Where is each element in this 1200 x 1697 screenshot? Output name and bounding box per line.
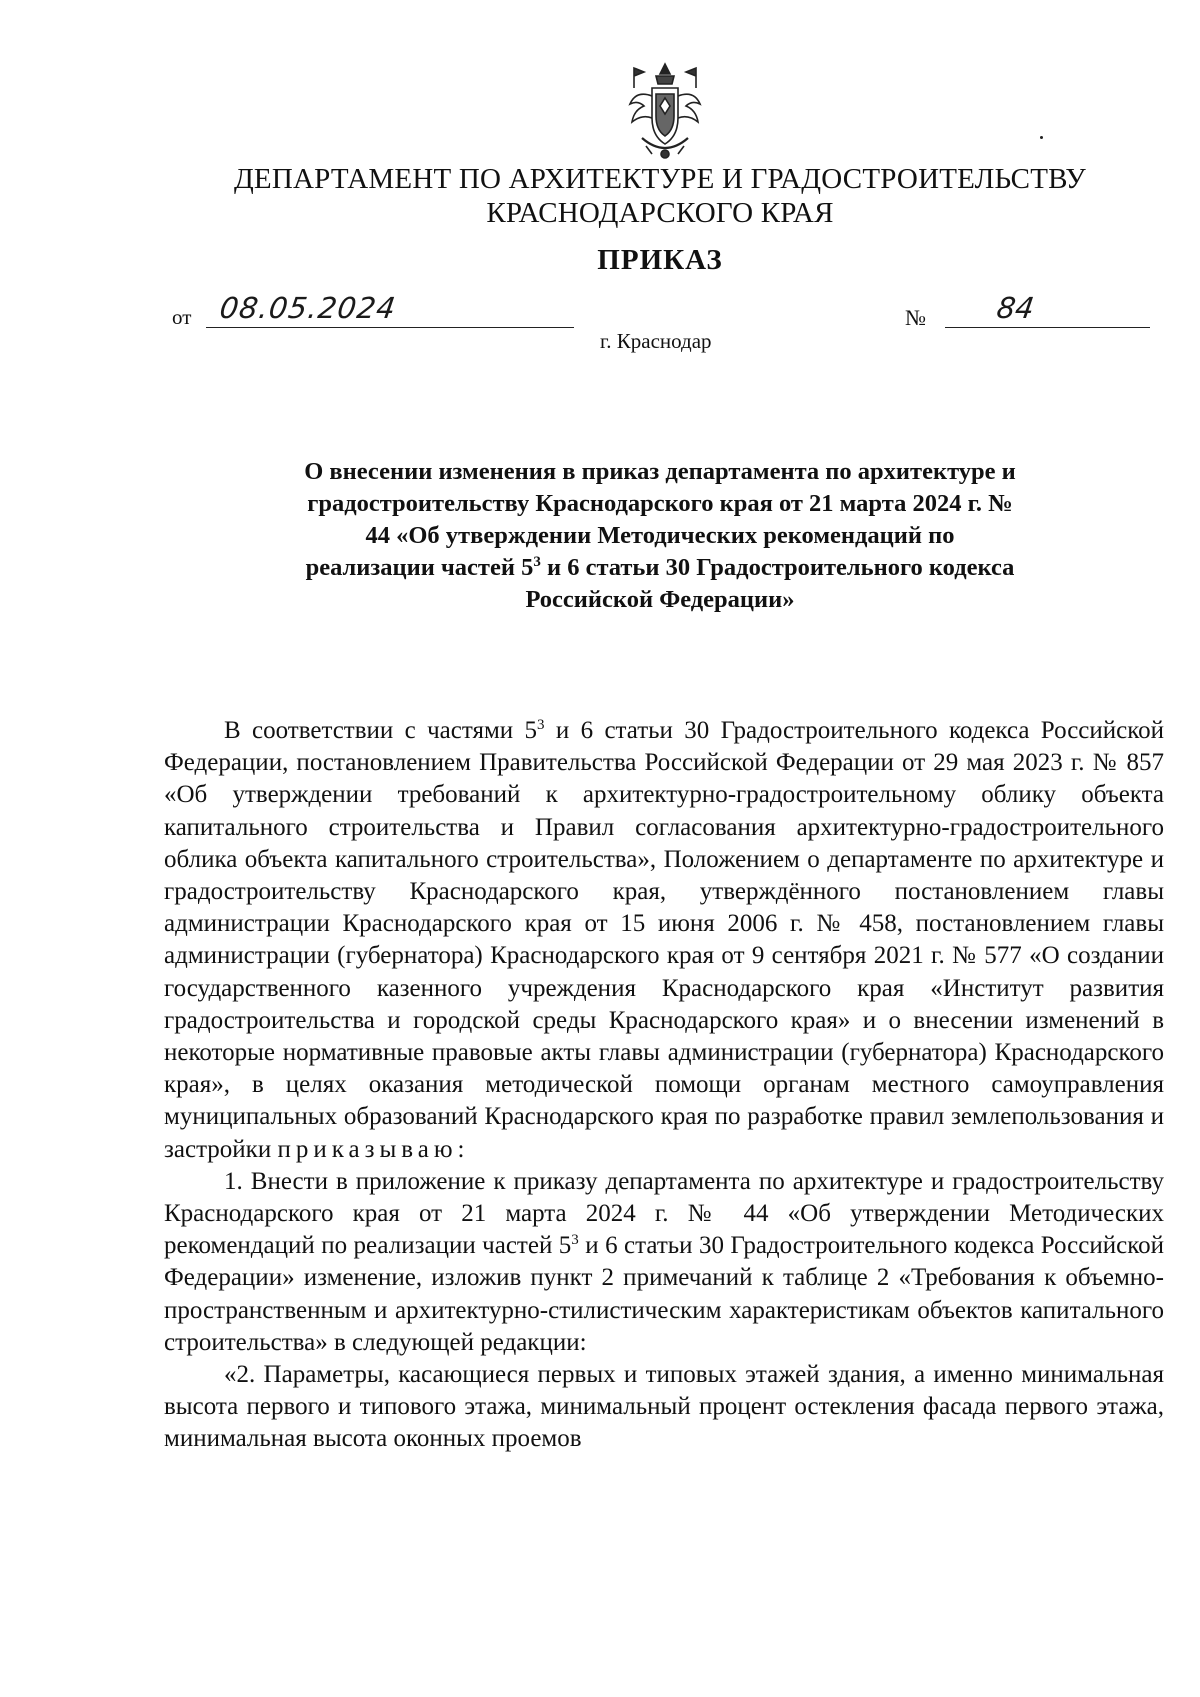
department-name (0, 162, 1200, 230)
item-1-superscript: 3 (571, 1232, 579, 1249)
number-sign: № (905, 305, 926, 330)
order-title: ПРИКАЗ (597, 244, 723, 276)
order-subject (300, 456, 1020, 616)
body-paragraph-quoted-item-2: «2. Параметры, касающиеся первых и типовых этажей здания, а именно минимальная высота первого и типового этажа, минимальный процент остекления фасада первого этажа, минимальная высота оконных проемов (164, 1361, 1164, 1453)
body-paragraph-item-1 (164, 1166, 1164, 1359)
date-underline (206, 327, 574, 328)
scan-speck (1040, 136, 1043, 139)
subject-superscript: 3 (533, 554, 541, 570)
item-1-text-1: 1. Внести в приложение к приказу департамента по архитектуре и градостроительству Краснодарского края от 21 марта 2024 г. № 44 «Об утверждении Методических рекомендаций по реализации частей 5 (164, 1167, 1164, 1260)
handwritten-order-number: 84 (994, 291, 1037, 325)
subject-text-1: О внесении изменения в приказ департамента по архитектуре и градостроительству Краснодарского края от 21 марта 2024 г. № 44 «Об утверждении Методических рекомендаций по реализации частей 5 (304, 458, 1016, 581)
body-paragraph-preamble (164, 715, 1164, 1166)
subject-text-2: и 6 статьи 30 Градостроительного кодекса Российской Федерации» (525, 554, 1015, 613)
order-date-field (172, 291, 412, 331)
department-name-line-1: ДЕПАРТАМЕНТ ПО АРХИТЕКТУРЕ И ГРАДОСТРОИТЕЛЬСТВУ (233, 163, 1087, 195)
order-body (164, 715, 1164, 1456)
item-1-text-2: и 6 статьи 30 Градостроительного кодекса Российской Федерации» изменение, изложив пункт 2 примечаний к таблице 2 «Требования к объемно-пространственным и архитектурно-стилистическим характеристикам объектов капитального строительства» в следующей редакции: (164, 1232, 1164, 1356)
department-name-line-2: КРАСНОДАРСКОГО КРАЯ (486, 197, 834, 229)
order-verb-spaced: приказываю: (277, 1135, 470, 1163)
date-prefix: от (172, 305, 192, 329)
number-underline (945, 327, 1150, 328)
city-label: г. Краснодар (600, 329, 712, 353)
krasnodar-krai-coat-of-arms-icon (622, 60, 708, 164)
preamble-superscript: 3 (537, 717, 545, 733)
handwritten-date: 08.05.2024 (217, 291, 399, 325)
preamble-text-2: и 6 статьи 30 Градостроительного кодекса Российской Федерации, постановлением Правительства Российской Федерации от 29 мая 2023 г. № 857 «Об утверждении требований к архитектурно-градостроительному облику объекта капитального строительства и Правил согласования архитектурно-градостроительного облика объекта капитального строительства», Положением о департаменте по архитектуре и градостроительству Краснодарского края, утверждённого постановлением главы администрации Краснодарского края от 15 июня 2006 г. № 458, постановлением главы администрации (губернатора) Краснодарского края от 9 сентября 2021 г. № 577 «О создании государственного казенного учреждения Краснодарского края «Институт развития градостроительства и городской среды Краснодарского края» и о внесении изменений в некоторые нормативные правовые акты главы администрации (губернатора) Краснодарского края», в целях оказания методической помощи органам местного самоуправления муниципальных образований Краснодарского края по разработке правил землепользования и застройки (164, 717, 1164, 1163)
preamble-text-1: В соответствии с частями 5 (224, 717, 538, 744)
order-number-field (905, 291, 1155, 331)
